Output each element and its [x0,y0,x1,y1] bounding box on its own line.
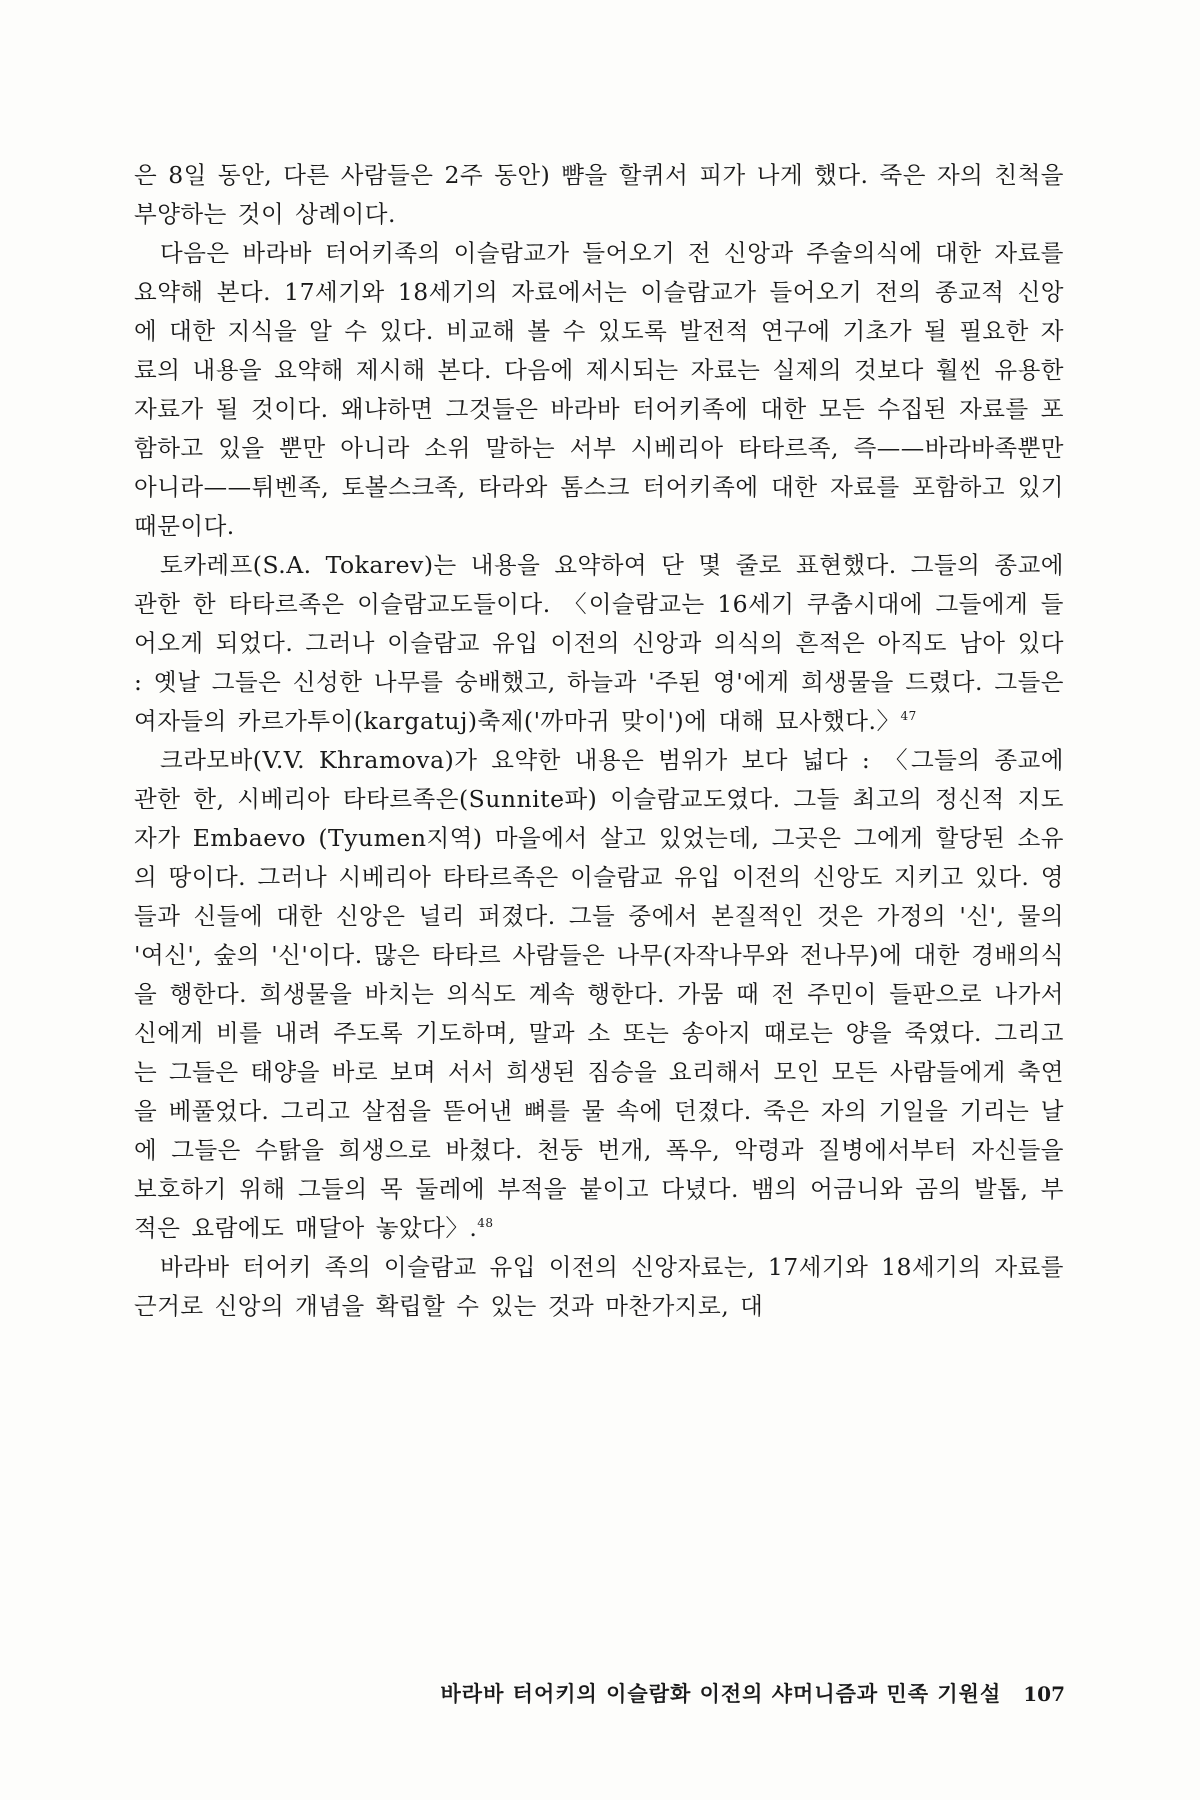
paragraph-khramova [134,741,1064,1248]
paragraph-continuation [134,156,1064,234]
paragraph-text: 크라모바(V.V. Khramova)가 요약한 내용은 범위가 보다 넓다 : 〈그들의 종교에 관한 한, 시베리아 타타르족은(Sunnite파) 이슬람교도였다. 그들 최고의 정신적 지도자가 Embaevo (Tyumen지역) 마을에서 살고 있었는데, 그곳은 그에게 할당된 소유의 땅이다. 그러나 시베리아 타타르족은 이슬람교 유입 이전의 신앙도 지키고 있다. 영들과 신들에 대한 신앙은 널리 퍼졌다. 그들 중에서 본질적인 것은 가정의 '신', 물의 '여신', 숲의 '신'이다. 많은 타타르 사람들은 나무(자작나무와 전나무)에 대한 경배의식을 행한다. 희생물을 바치는 의식도 계속 행한다. 가뭄 때 전 주민이 들판으로 나가서 신에게 비를 내려 주도록 기도하며, 말과 소 또는 송아지 때로는 양을 죽였다. 그리고는 그들은 태양을 바로 보며 서서 희생된 짐승을 요리해서 모인 모든 사람들에게 축연을 베풀었다. 그리고 살점을 뜯어낸 뼈를 물 속에 던졌다. 죽은 자의 기일을 기리는 날에 그들은 수탉을 희생으로 바쳤다. 천둥 번개, 폭우, 악령과 질병에서부터 자신들을 보호하기 위해 그들의 목 둘레에 부적을 붙이고 다녔다. 뱀의 어금니와 곰의 발톱, 부적은 요람에도 매달아 놓았다〉. [134,746,1064,1242]
footnote-marker: 47 [900,709,917,724]
paragraph-text: 다음은 바라바 터어키족의 이슬람교가 들어오기 전 신앙과 주술의식에 대한 자료를 요약해 본다. 17세기와 18세기의 자료에서는 이슬람교가 들어오기 전의 종교적 신앙에 대한 지식을 알 수 있다. 비교해 볼 수 있도록 발전적 연구에 기초가 될 필요한 자료의 내용을 요약해 제시해 본다. 다음에 제시되는 자료는 실제의 것보다 훨씬 유용한 자료가 될 것이다. 왜냐하면 그것들은 바라바 터어키족에 대한 모든 수집된 자료를 포함하고 있을 뿐만 아니라 소위 말하는 서부 시베리아 타타르족, 즉——바라바족뿐만 아니라——튀벤족, 토볼스크족, 타라와 톰스크 터어키족에 대한 자료를 포함하고 있기 때문이다. [134,239,1064,540]
paragraph-pre-islamic-beliefs [134,234,1064,546]
running-head: 바라바 터어키의 이슬람화 이전의 샤머니즘과 민족 기원설 [440,1682,1002,1706]
page-footer [290,1678,1065,1708]
paragraph-tokarev [134,546,1064,741]
body-text [134,156,1064,1326]
paragraph-text: 토카레프(S.A. Tokarev)는 내용을 요약하여 단 몇 줄로 표현했다. 그들의 종교에 관한 한 타타르족은 이슬람교도들이다. 〈이슬람교는 16세기 쿠춤시대에 그들에게 들어오게 되었다. 그러나 이슬람교 유입 이전의 신앙과 의식의 흔적은 아직도 남아 있다 : 옛날 그들은 신성한 나무를 숭배했고, 하늘과 '주된 영'에게 희생물을 드렸다. 그들은 여자들의 카르가투이(kargatuj)축제('까마귀 맞이')에 대해 묘사했다.〉 [134,551,1064,735]
paragraph-text: 은 8일 동안, 다른 사람들은 2주 동안) 뺨을 할퀴서 피가 나게 했다. 죽은 자의 친척을 부양하는 것이 상례이다. [134,161,1064,228]
paragraph-baraba-sources [134,1248,1064,1326]
footnote-marker: 48 [477,1216,494,1231]
page-number: 107 [1023,1682,1065,1706]
paragraph-text: 바라바 터어키 족의 이슬람교 유입 이전의 신앙자료는, 17세기와 18세기의 자료를 근거로 신앙의 개념을 확립할 수 있는 것과 마찬가지로, 대 [134,1253,1064,1320]
